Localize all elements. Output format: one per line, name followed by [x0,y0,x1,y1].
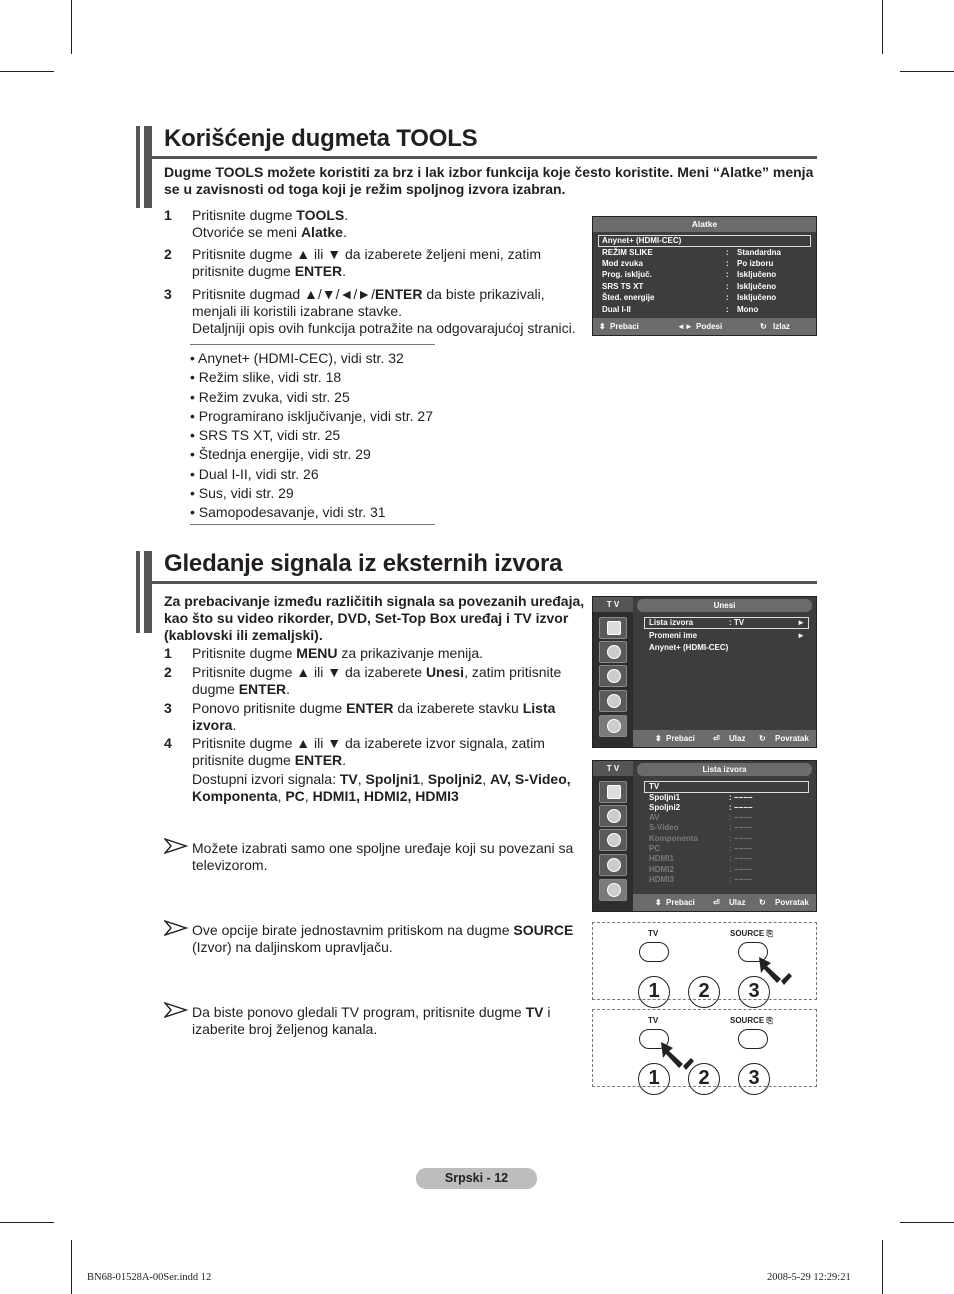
updown-icon: ⬍ [655,734,662,743]
note-arrow-icon [164,838,188,854]
crop-mark [900,1222,954,1223]
picture-icon[interactable] [599,781,627,803]
updown-icon: ⬍ [599,322,606,331]
setup-icon[interactable] [599,690,627,712]
list-item[interactable]: TV [649,782,660,791]
number-button[interactable]: 1 [638,1063,670,1095]
note-arrow-icon [164,1002,188,1018]
list-item: • Sus, vidi str. 29 [190,485,294,502]
menu-item[interactable]: REŽIM SLIKE : Standardna [602,248,782,257]
menu-item[interactable]: Anynet+ (HDMI-CEC) [649,643,729,652]
list-item: Komponenta : −−−− [649,834,753,843]
crop-mark [882,0,883,54]
note-arrow-icon [164,920,188,936]
updown-icon: ⬍ [655,898,662,907]
enter-icon: ⏎ [713,898,720,907]
remote-illustration [592,1009,817,1087]
step-number: 2 [164,246,172,262]
section-bar [136,551,140,633]
menu-title: Unesi [637,599,812,612]
return-icon: ↻ [760,322,767,331]
menu-item[interactable]: SRS TS XT : Isključeno [602,282,777,291]
channel-icon[interactable] [599,829,627,851]
crop-mark [71,1240,72,1294]
sound-icon[interactable] [599,641,627,663]
setup-icon[interactable] [599,854,627,876]
list-item: • Štednja energije, vidi str. 29 [190,446,371,463]
crop-mark [71,0,72,54]
right-arrow-icon: ► [797,631,805,640]
list-item: • Programirano isključivanje, vidi str. 27 [190,407,433,424]
enter-icon: ⏎ [713,734,720,743]
menu-item[interactable]: Lista izvora : TV ► [649,618,805,627]
tools-menu-screen [592,216,817,336]
source-icon: ⎘ [766,929,773,938]
list-item: HDMI2 : −−−− [649,865,753,874]
list-item[interactable]: Spoljni1 : −−−− [649,793,753,802]
list-item: S-Video : −−−− [649,823,753,832]
input-icon[interactable] [599,715,627,737]
title-rule [152,156,817,159]
title-rule [152,581,817,584]
list-item: PC : −−−− [649,844,753,853]
list-item: AV : −−−− [649,813,753,822]
step-number: 2 [164,664,172,680]
step-number: 3 [164,700,172,716]
menu-item[interactable]: Mod zvuka : Po izboru [602,259,774,268]
right-arrow-icon: ► [797,618,805,627]
return-icon: ↻ [759,898,766,907]
note: Možete izabrati samo one spoljne uređaje koji su povezani sa televizorom. [164,840,584,876]
menu-footer: ⬍ Prebaci ⏎ Ulaz ↻ Povratak [633,894,816,911]
reference-list [190,344,435,525]
step-number: 1 [164,645,172,661]
crop-mark [882,1240,883,1294]
page-number: Srpski - 12 [416,1168,537,1189]
note: Da biste ponovo gledali TV program, pritisnite dugme TV i izaberite broj željenog kanala. [164,1004,584,1040]
step-1: 1 Pritisnite dugme TOOLS. Otvoriće se meni Alatke. [164,207,349,240]
sound-icon[interactable] [599,805,627,827]
return-icon: ↻ [759,734,766,743]
list-item: • Samopodesavanje, vidi str. 31 [190,504,386,521]
step-4: 4 Pritisnite dugme ▲ ili ▼ da izaberete izvor signala, zatim pritisnite dugme ENTER. Dostupni izvori signala: TV, Spoljni1, Spoljni2, AV, S-Video, Komponenta, PC, HDMI1, HDMI2, HDMI3 [164,735,571,804]
section-bar [136,126,140,208]
note: Ove opcije birate jednostavnim pritiskom na dugme SOURCE (Izvor) na daljinskom upravljaču. [164,922,584,958]
crop-mark [0,71,54,72]
step-3: 3 Ponovo pritisnite dugme ENTER da izaberete stavku Lista izvora. [164,700,556,733]
section-intro: Dugme TOOLS možete koristiti za brz i lak izbor funkcija koje često koristite. Meni “Alatke” menja se u zavisnosti od toga koji je režim spoljnog izvora izabran. [164,164,814,197]
section-title: Gledanje signala iz eksternih izvora [164,550,563,577]
step-2: 2 Pritisnite dugme ▲ ili ▼ da izaberete Unesi, zatim pritisnite dugme ENTER. [164,664,562,697]
menu-footer: ⬍ Prebaci ⏎ Ulaz ↻ Povratak [633,730,816,747]
print-timestamp: 2008-5-29 12:29:21 [767,1272,851,1283]
list-item: • Anynet+ (HDMI-CEC), vidi str. 32 [190,350,404,366]
tv-button-label: TV [648,929,659,938]
step-3: 3 Pritisnite dugmad ▲/▼/◄/►/ENTER da biste prikazivali, menjali ili koristili izabrane stavke. Detaljniji opis ovih funkcija potražite na odgovarajućoj stranici. [164,286,576,336]
menu-item[interactable]: Dual I-II : Mono [602,305,759,314]
menu-title: Lista izvora [637,763,812,776]
number-button[interactable]: 2 [688,1063,720,1095]
step-number: 4 [164,735,172,751]
list-item: • Dual I-II, vidi str. 26 [190,465,319,482]
picture-icon[interactable] [599,617,627,639]
list-item: • Režim slike, vidi str. 18 [190,369,342,386]
tv-label: T V [593,597,633,612]
menu-footer: ⬍ Prebaci ◄► Podesi ↻ Izlaz [593,318,816,335]
leftright-icon: ◄► [677,322,693,331]
print-slug: BN68-01528A-00Ser.indd 12 [87,1272,212,1283]
input-icon[interactable] [599,879,627,901]
tv-button-label: TV [648,1016,659,1025]
step-number: 3 [164,286,172,302]
tv-label: T V [593,761,633,776]
section-bar [144,551,152,633]
list-item: HDMI3 : −−−− [649,875,753,884]
number-button[interactable]: 1 [638,976,670,1008]
section-intro: Za prebacivanje između različitih signala sa povezanih uređaja, kao što su video rikorder, DVD, Set-Top Box uređaj i TV izvor (kablovski ili zemaljski). [164,593,585,643]
step-number: 1 [164,207,172,223]
remote-illustration [592,922,817,1000]
pointer-arrow-icon [759,957,793,989]
crop-mark [900,71,954,72]
section-bar [144,126,152,208]
number-button[interactable]: 2 [688,976,720,1008]
crop-mark [0,1222,54,1223]
list-item: • SRS TS XT, vidi str. 25 [190,427,341,444]
menu-item[interactable]: Promeni ime ► [649,631,805,640]
source-button-label: SOURCE ⎘ [730,929,773,938]
step-1: 1 Pritisnite dugme MENU za prikazivanje menija. [164,645,484,661]
step-2: 2 Pritisnite dugme ▲ ili ▼ da izaberete željeni meni, zatim pritisnite dugme ENTER. [164,246,542,279]
source-list-screen [592,760,817,912]
number-button[interactable]: 3 [738,976,770,1008]
source-icon: ⎘ [766,1016,773,1025]
list-item: HDMI1 : −−−− [649,854,753,863]
source-button-label: SOURCE ⎘ [730,1016,773,1025]
menu-item[interactable]: Anynet+ (HDMI-CEC) [602,236,682,245]
source-button[interactable] [738,1029,768,1049]
number-button[interactable]: 3 [738,1063,770,1095]
input-menu-screen [592,596,817,748]
list-item: • Režim zvuka, vidi str. 25 [190,388,350,405]
section-title: Korišćenje dugmeta TOOLS [164,125,478,152]
menu-item[interactable]: Prog. isključ. : Isključeno [602,270,777,279]
list-item[interactable]: Spoljni2 : −−−− [649,803,753,812]
menu-title: Alatke [593,217,816,232]
tv-button[interactable] [639,942,669,962]
channel-icon[interactable] [599,665,627,687]
pointer-arrow-icon [661,1042,695,1074]
menu-item[interactable]: Šted. energije : Isključeno [602,293,777,302]
